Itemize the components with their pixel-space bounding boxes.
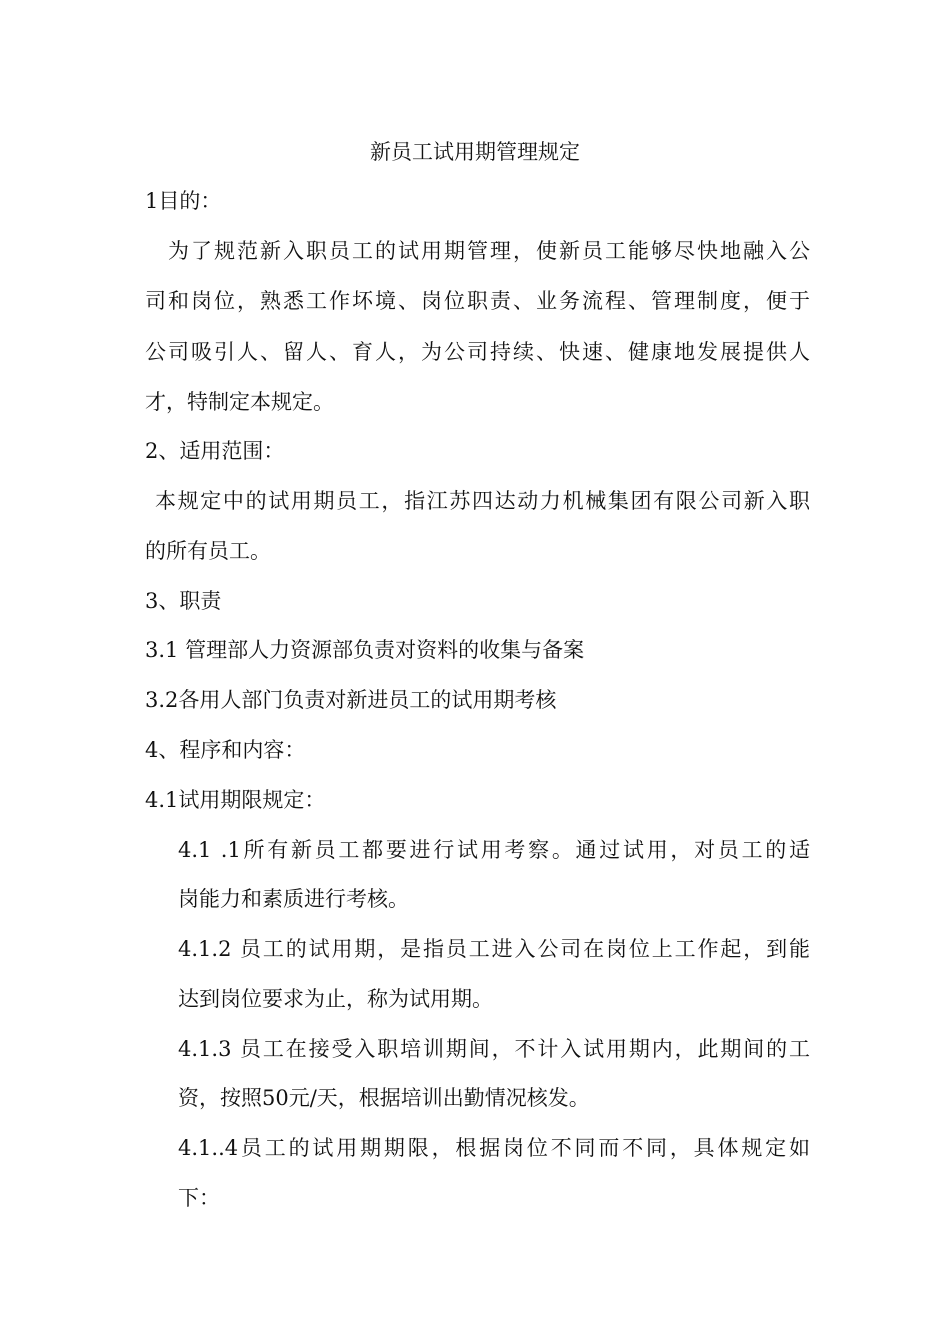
document-title: 新员工试用期管理规定	[370, 140, 580, 164]
paragraph-line: 才，特制定本规定。	[145, 390, 334, 414]
paragraph-line: 本规定中的试用期员工，指江苏四达动力机械集团有限公司新入职	[155, 489, 810, 513]
paragraph-line: 的所有员工。	[145, 539, 271, 563]
subclause-line: 4.1.2 员工的试用期，是指员工进入公司在岗位上工作起，到能	[178, 937, 810, 961]
paragraph-line: 公司吸引人、留人、育人，为公司持续、快速、健康地发展提供人	[145, 340, 810, 364]
clause-line: 3.1 管理部人力资源部负责对资料的收集与备案	[145, 638, 585, 662]
paragraph-line: 为了规范新入职员工的试用期管理，使新员工能够尽快地融入公	[168, 239, 810, 263]
clause-line: 3.2各用人部门负责对新进员工的试用期考核	[145, 688, 557, 712]
paragraph-line: 司和岗位，熟悉工作坏境、岗位职责、业务流程、管理制度，便于	[145, 289, 810, 313]
subclause-line: 4.1.3 员工在接受入职培训期间，不计入试用期内，此期间的工	[178, 1037, 810, 1061]
subclause-line: 4.1..4员工的试用期期限，根据岗位不同而不同，具体规定如	[178, 1136, 810, 1160]
clause-line: 4.1试用期限规定：	[145, 788, 326, 812]
section-heading-purpose: 1目的：	[145, 189, 222, 213]
subclause-line: 岗能力和素质进行考核。	[178, 887, 409, 911]
section-heading-procedure: 4、程序和内容：	[145, 738, 306, 762]
subclause-line: 下：	[178, 1186, 220, 1210]
subclause-line: 达到岗位要求为止，称为试用期。	[178, 987, 493, 1011]
section-heading-duties: 3、职责	[145, 589, 222, 613]
subclause-line: 资，按照50元/天，根据培训出勤情况核发。	[178, 1086, 590, 1110]
subclause-line: 4.1 .1所有新员工都要进行试用考察。通过试用，对员工的适	[178, 838, 810, 862]
section-heading-scope: 2、适用范围：	[145, 439, 285, 463]
